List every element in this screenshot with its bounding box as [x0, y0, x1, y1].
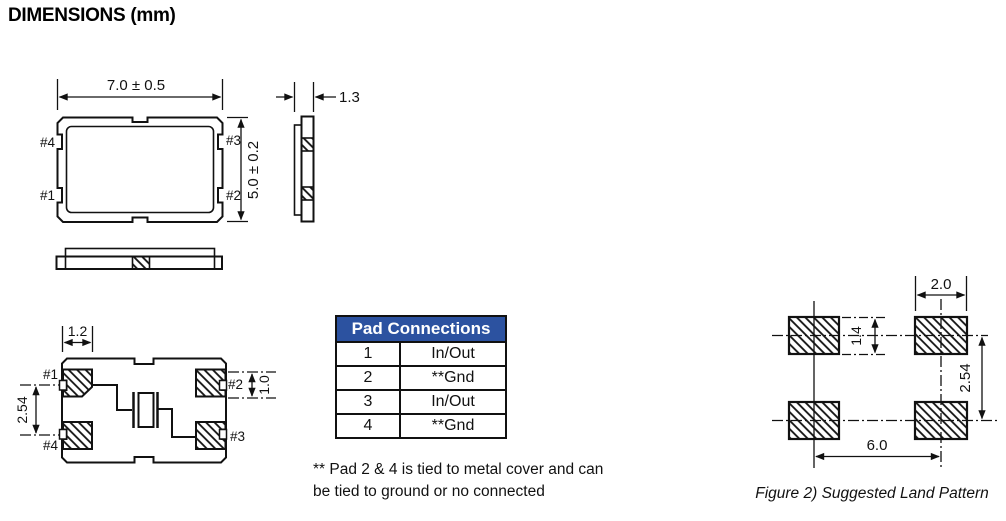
footnote-line-2: be tied to ground or no connected — [313, 483, 545, 500]
pad-number-cell: 4 — [336, 414, 400, 438]
pad4-label: #4 — [39, 135, 55, 150]
package-side-view-long — [57, 249, 223, 270]
package-bottom-view — [14, 323, 276, 463]
table-row — [336, 414, 506, 438]
side-pad-hatch — [302, 187, 314, 200]
side-body — [302, 117, 314, 222]
pad-connection-cell: **Gnd — [400, 366, 506, 390]
castellation-notch — [60, 430, 67, 440]
package-outline — [58, 118, 223, 223]
pad2-label: #2 — [228, 377, 244, 392]
pad-connections-header: Pad Connections — [336, 316, 506, 342]
pad2-label: #2 — [226, 188, 242, 203]
land-pad — [915, 317, 967, 354]
pad-number-cell: 3 — [336, 390, 400, 414]
table-header-row — [336, 316, 506, 342]
pad-height-dimension-label: 1.0 — [256, 375, 272, 395]
land-pad — [915, 402, 967, 439]
side-cover — [295, 125, 302, 215]
package-side-view — [276, 82, 360, 222]
land-col-pitch-label: 6.0 — [866, 437, 888, 454]
crystal-wire-left — [92, 385, 132, 410]
strip-pad-hatch — [133, 257, 150, 270]
figure-caption: Figure 2) Suggested Land Pattern — [755, 485, 989, 502]
table-row — [336, 366, 506, 390]
land-pad-height-label: 1.4 — [848, 326, 864, 346]
castellation-notch — [220, 381, 227, 391]
castellation-notch — [60, 381, 67, 391]
page-title: DIMENSIONS (mm) — [8, 5, 176, 26]
pad-connection-cell: In/Out — [400, 390, 506, 414]
land-pattern-figure — [772, 276, 997, 468]
row-pitch-dimension-label: 2.54 — [14, 396, 30, 424]
package-cover-outline — [67, 127, 214, 213]
footnote — [313, 459, 633, 503]
pad-connection-cell: **Gnd — [400, 414, 506, 438]
pad-number-cell: 1 — [336, 342, 400, 366]
thickness-dimension-label: 1.3 — [339, 89, 360, 106]
pad4-label: #4 — [42, 438, 58, 453]
table-row — [336, 342, 506, 366]
pad3-label: #3 — [230, 429, 246, 444]
pad-number-cell: 2 — [336, 366, 400, 390]
width-dimension-label: 7.0 ± 0.5 — [106, 77, 166, 94]
height-dimension-label: 5.0 ± 0.2 — [245, 140, 262, 200]
strip-cover — [66, 249, 215, 257]
land-row-pitch-label: 2.54 — [957, 363, 974, 393]
pad1-label: #1 — [42, 367, 58, 382]
land-pad-width-label: 2.0 — [930, 276, 952, 293]
footnote-line-1: ** Pad 2 & 4 is tied to metal cover and can — [313, 461, 604, 478]
side-pad-hatch — [302, 138, 314, 151]
land-pad — [789, 317, 839, 354]
land-pad — [789, 402, 839, 439]
table-row — [336, 390, 506, 414]
pad-connection-cell: In/Out — [400, 342, 506, 366]
pad-width-dimension-label: 1.2 — [67, 323, 88, 339]
pad1-label: #1 — [39, 188, 55, 203]
pad-connections-table — [335, 315, 507, 439]
crystal-body — [139, 393, 154, 427]
castellation-notch — [220, 430, 227, 440]
package-top-view — [40, 77, 262, 222]
pad3-label: #3 — [226, 133, 242, 148]
crystal-wire-right — [158, 409, 196, 437]
